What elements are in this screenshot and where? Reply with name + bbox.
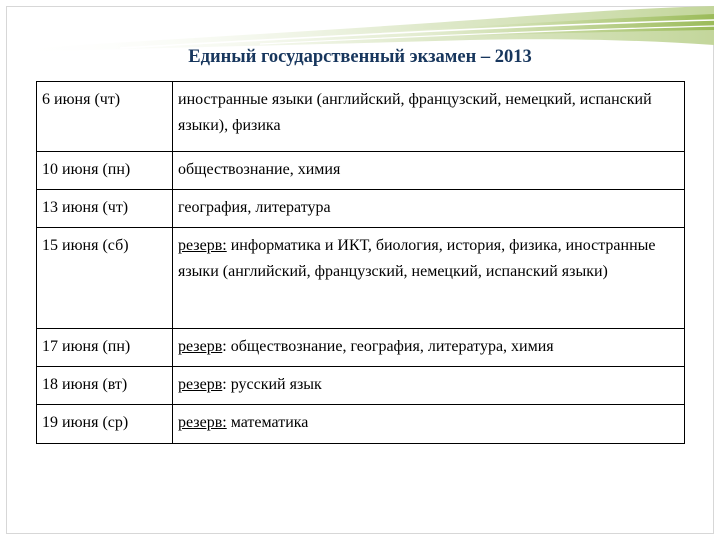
table-row bbox=[37, 405, 685, 444]
table-row bbox=[37, 329, 685, 367]
reserve-label: резерв bbox=[178, 338, 223, 355]
header-wave-decoration bbox=[0, 0, 720, 85]
subjects-cell bbox=[173, 82, 685, 152]
date-cell: 15 июня (сб) bbox=[37, 228, 173, 329]
date-cell: 13 июня (чт) bbox=[37, 190, 173, 228]
subjects-cell bbox=[173, 405, 685, 444]
table-row bbox=[37, 82, 685, 152]
date-cell: 6 июня (чт) bbox=[37, 82, 173, 152]
subjects-text: : русский язык bbox=[222, 376, 322, 393]
subjects-text: : обществознание, география, литература, химия bbox=[222, 338, 554, 355]
subjects-text: география, литература bbox=[178, 199, 331, 216]
table-row bbox=[37, 228, 685, 329]
subjects-cell bbox=[173, 152, 685, 190]
subjects-text: иностранные языки (английский, французский, немецкий, испанский языки), физика bbox=[178, 91, 652, 134]
reserve-label: резерв: bbox=[178, 237, 227, 254]
reserve-label: резерв bbox=[178, 376, 223, 393]
subjects-text: информатика и ИКТ, биология, история, физика, иностранные языки (английский, французский, немецкий, испанский языки) bbox=[178, 237, 656, 280]
subjects-cell bbox=[173, 228, 685, 329]
subjects-text: математика bbox=[226, 414, 309, 431]
subjects-cell bbox=[173, 190, 685, 228]
date-cell: 17 июня (пн) bbox=[37, 329, 173, 367]
subjects-text: обществознание, химия bbox=[178, 161, 341, 178]
subjects-cell bbox=[173, 367, 685, 405]
date-cell: 19 июня (ср) bbox=[37, 405, 173, 444]
reserve-label: резерв: bbox=[178, 414, 227, 431]
subjects-cell bbox=[173, 329, 685, 367]
table-row bbox=[37, 152, 685, 190]
date-cell: 18 июня (вт) bbox=[37, 367, 173, 405]
date-cell: 10 июня (пн) bbox=[37, 152, 173, 190]
table-row bbox=[37, 190, 685, 228]
exam-schedule-table bbox=[36, 81, 685, 444]
table-row bbox=[37, 367, 685, 405]
slide-title: Единый государственный экзамен – 2013 bbox=[188, 47, 532, 67]
